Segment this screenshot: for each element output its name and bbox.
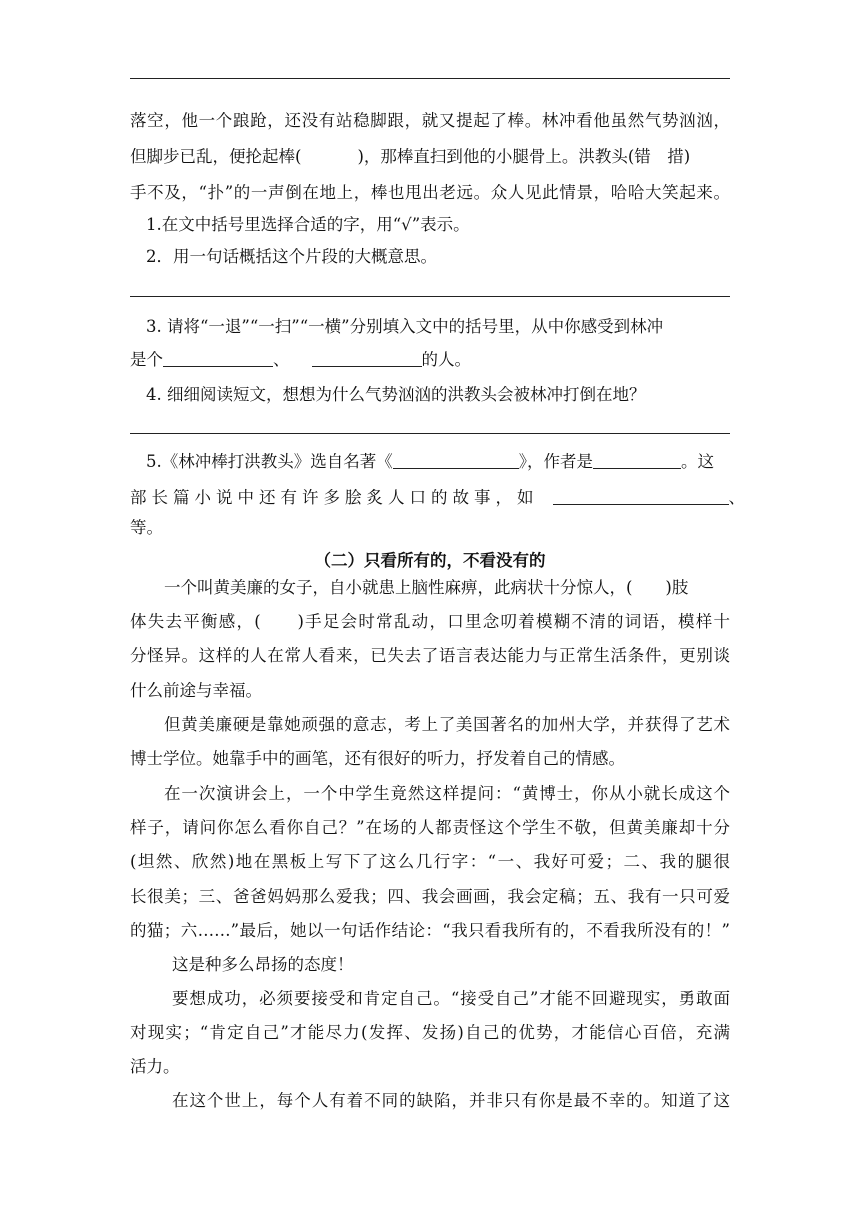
s2-line-4: 什么前途与幸福。 (130, 681, 262, 700)
top-rule (130, 78, 730, 79)
question-3-line-1: 3. 请将“一退”“一扫”“一横”分别填入文中的括号里，从中你感受到林冲 (146, 317, 664, 336)
passage-line-1: 落空，他一个踉跄，还没有站稳脚跟，就又提起了棒。林冲看他虽然气势汹汹， (130, 111, 730, 130)
question-3-line-2: 是个 、 的人。 (130, 350, 471, 369)
question-1: 1.在文中括号里选择合适的字，用“√”表示。 (146, 215, 470, 234)
s2-line-6: 博士学位。她靠手中的画笔，还有很好的听力，抒发着自己的情感。 (130, 749, 625, 768)
answer-blank-q5-stories[interactable] (553, 488, 729, 505)
s2-line-13: 要想成功，必须要接受和肯定自己。“接受自己”才能不回避现实，勇敢面 (172, 989, 730, 1008)
answer-blank-q5-author[interactable] (593, 452, 681, 469)
s2-line-3: 分怪异。这样的人在常人看来，已失去了语言表达能力与正常生活条件，更别谈 (130, 646, 730, 665)
answer-line-q4[interactable] (130, 433, 730, 434)
s2-line-9: (坦然、欣然)地在黑板上写下了这么几行字：“一、我好可爱；二、我的腿很 (130, 852, 730, 871)
question-5-line-2: 部长篇小说中还有许多脍炙人口的故事，如 、 (130, 488, 745, 507)
question-4: 4. 细细阅读短文，想想为什么气势汹汹的洪教头会被林冲打倒在地？ (146, 385, 646, 404)
s2-line-12: 这是种多么昂扬的态度！ (172, 955, 354, 974)
s2-line-14: 对现实；“肯定自己”才能尽力(发挥、发扬)自己的优势，才能信心百倍，充满 (130, 1023, 730, 1042)
answer-line-q2[interactable] (130, 296, 730, 297)
s2-line-16: 在这个世上，每个人有着不同的缺陷，并非只有你是最不幸的。知道了这 (172, 1091, 730, 1110)
s2-line-8: 样子，请问你怎么看你自己？”在场的人都责怪这个学生不敬，但黄美廉却十分 (130, 818, 730, 837)
s2-line-2: 体失去平衡感，( )手足会时常乱动，口里念叨着模糊不清的词语，模样十 (130, 612, 730, 631)
s2-line-7: 在一次演讲会上，一个中学生竟然这样提问：“黄博士，你从小就长成这个 (164, 784, 730, 803)
question-5-line-3: 等。 (130, 518, 163, 537)
s2-line-10: 长很美；三、爸爸妈妈那么爱我；四、我会画画，我会定稿；五、我有一只可爱 (130, 887, 730, 906)
answer-blank-q5-book[interactable] (393, 452, 519, 469)
passage-line-2: 但脚步已乱，便抡起棒( )，那棒直扫到他的小腿骨上。洪教头(错 措) (130, 147, 691, 166)
s2-line-5: 但黄美廉硬是靠她顽强的意志，考上了美国著名的加州大学，并获得了艺术 (164, 715, 730, 734)
passage-line-3: 手不及，“扑”的一声倒在地上，棒也甩出老远。众人见此情景，哈哈大笑起来。 (130, 183, 730, 202)
section-2-title: （二）只看所有的，不看没有的 (314, 551, 546, 570)
s2-line-1: 一个叫黄美廉的女子，自小就患上脑性麻痹，此病状十分惊人，( )肢 (164, 578, 689, 597)
question-5-line-1: 5.《林冲棒打洪教头》选自名著《 》，作者是 。这 (146, 452, 714, 471)
s2-line-15: 活力。 (130, 1057, 180, 1076)
s2-line-11: 的猫；六……”最后，她以一句话作结论：“我只看我所有的，不看我所没有的！” (130, 921, 730, 940)
answer-blank-q3-a[interactable] (163, 350, 273, 367)
question-2: 2．用一句话概括这个片段的大概意思。 (146, 247, 437, 266)
answer-blank-q3-b[interactable] (312, 350, 422, 367)
